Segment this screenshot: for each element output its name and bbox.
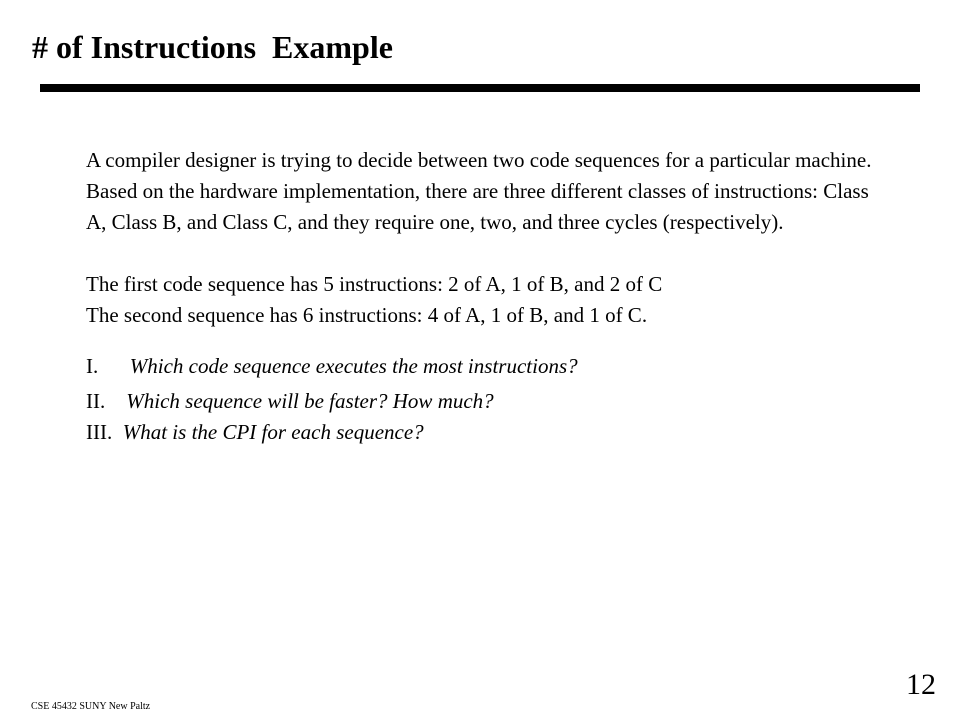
footer-course-label: CSE 45432 SUNY New Paltz: [31, 701, 151, 712]
question-2-number: II.: [86, 389, 106, 413]
question-3-number: III.: [86, 420, 113, 444]
question-1-number: I.: [86, 354, 99, 378]
slide-body: [86, 145, 886, 448]
question-2-text: Which sequence will be faster? How much?: [126, 389, 494, 413]
question-1: [86, 351, 886, 382]
question-3-text: What is the CPI for each sequence?: [122, 420, 424, 444]
question-3: [86, 417, 886, 448]
question-2: [86, 386, 886, 417]
page-number: 12: [906, 668, 936, 701]
question-1-text: Which code sequence executes the most instructions?: [129, 354, 578, 378]
intro-paragraph: A compiler designer is trying to decide between two code sequences for a particular machine. Based on the hardware implementation, there are three different classes of instructions: Class A, Class B, and Class C, and they require one, two, and three cycles (respectively).: [86, 148, 872, 234]
first-sequence-text: The first code sequence has 5 instructions: 2 of A, 1 of B, and 2 of C: [86, 272, 663, 296]
second-sequence-text: The second sequence has 6 instructions: 4 of A, 1 of B, and 1 of C.: [86, 303, 648, 327]
slide-title: # of Instructions Example: [32, 29, 393, 65]
title-divider: [40, 84, 920, 92]
